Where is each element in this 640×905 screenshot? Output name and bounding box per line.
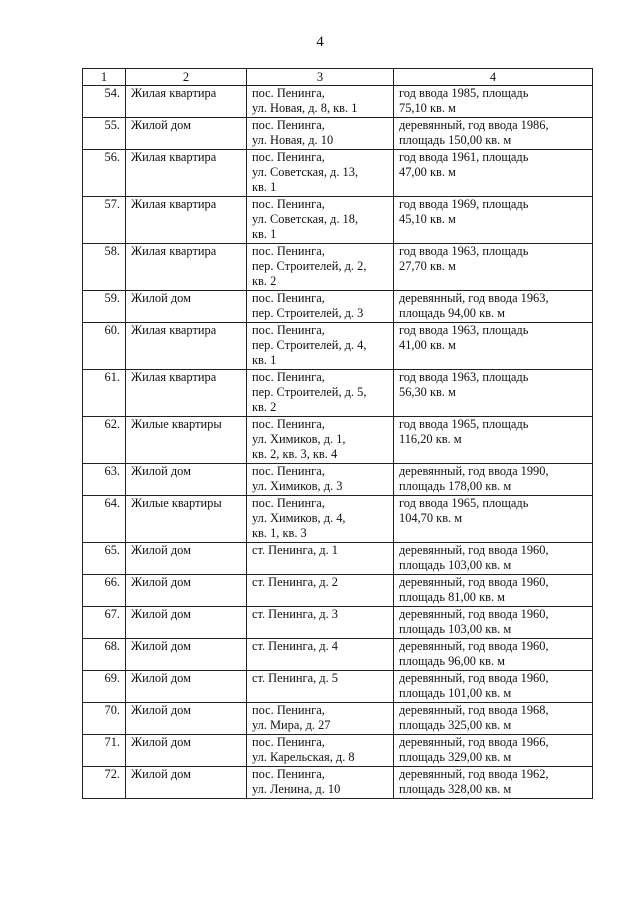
property-address: [247, 639, 394, 671]
property-address: [247, 735, 394, 767]
address-line: кв. 1: [252, 353, 277, 367]
table-row: [83, 735, 593, 767]
property-type: Жилой дом: [126, 735, 247, 767]
address-line: ул. Советская, д. 18,: [252, 212, 359, 226]
address-line: ст. Пенинга, д. 4: [252, 639, 338, 653]
table-row: [83, 543, 593, 575]
address-line: кв. 1: [252, 180, 277, 194]
property-details: [394, 244, 593, 291]
details-line: деревянный, год ввода 1986,: [399, 118, 549, 132]
row-number: 55.: [83, 118, 126, 150]
property-type: Жилая квартира: [126, 244, 247, 291]
property-type: Жилая квартира: [126, 197, 247, 244]
row-number: 65.: [83, 543, 126, 575]
property-type: Жилой дом: [126, 703, 247, 735]
table-header-row: [83, 69, 593, 86]
property-address: [247, 197, 394, 244]
table-row: [83, 370, 593, 417]
property-details: [394, 370, 593, 417]
property-type: Жилой дом: [126, 291, 247, 323]
address-line: ул. Новая, д. 8, кв. 1: [252, 101, 358, 115]
details-line: 27,70 кв. м: [399, 259, 456, 273]
header-col-3: 3: [247, 69, 394, 86]
property-address: [247, 291, 394, 323]
row-number: 64.: [83, 496, 126, 543]
details-line: площадь 150,00 кв. м: [399, 133, 512, 147]
property-address: [247, 607, 394, 639]
row-number: 67.: [83, 607, 126, 639]
address-line: ст. Пенинга, д. 2: [252, 575, 338, 589]
property-type: Жилые квартиры: [126, 496, 247, 543]
address-line: пос. Пенинга,: [252, 244, 325, 258]
details-line: деревянный, год ввода 1962,: [399, 767, 549, 781]
details-line: площадь 178,00 кв. м: [399, 479, 512, 493]
property-address: [247, 150, 394, 197]
property-details: [394, 575, 593, 607]
property-type: Жилые квартиры: [126, 417, 247, 464]
address-line: пос. Пенинга,: [252, 417, 325, 431]
property-type: Жилой дом: [126, 118, 247, 150]
address-line: пер. Строителей, д. 2,: [252, 259, 367, 273]
property-type: Жилой дом: [126, 464, 247, 496]
property-address: [247, 703, 394, 735]
property-address: [247, 417, 394, 464]
details-line: 104,70 кв. м: [399, 511, 463, 525]
property-type: Жилая квартира: [126, 323, 247, 370]
details-line: площадь 101,00 кв. м: [399, 686, 512, 700]
table-row: [83, 767, 593, 799]
property-type: Жилой дом: [126, 671, 247, 703]
property-details: [394, 118, 593, 150]
table-row: [83, 703, 593, 735]
property-address: [247, 370, 394, 417]
address-line: ст. Пенинга, д. 5: [252, 671, 338, 685]
details-line: год ввода 1965, площадь: [399, 417, 529, 431]
property-details: [394, 197, 593, 244]
property-type: Жилая квартира: [126, 150, 247, 197]
address-line: пос. Пенинга,: [252, 370, 325, 384]
row-number: 57.: [83, 197, 126, 244]
details-line: площадь 94,00 кв. м: [399, 306, 505, 320]
row-number: 71.: [83, 735, 126, 767]
table-row: [83, 86, 593, 118]
property-details: [394, 291, 593, 323]
address-line: ул. Новая, д. 10: [252, 133, 334, 147]
address-line: пос. Пенинга,: [252, 767, 325, 781]
table-row: [83, 575, 593, 607]
header-col-4: 4: [394, 69, 593, 86]
table-row: [83, 671, 593, 703]
property-details: [394, 607, 593, 639]
property-details: [394, 150, 593, 197]
details-line: площадь 103,00 кв. м: [399, 558, 512, 572]
table-row: [83, 150, 593, 197]
table-row: [83, 464, 593, 496]
address-line: кв. 1, кв. 3: [252, 526, 307, 540]
header-col-1: 1: [83, 69, 126, 86]
details-line: 75,10 кв. м: [399, 101, 456, 115]
row-number: 69.: [83, 671, 126, 703]
table-row: [83, 639, 593, 671]
details-line: деревянный, год ввода 1960,: [399, 671, 549, 685]
details-line: год ввода 1963, площадь: [399, 323, 529, 337]
property-address: [247, 464, 394, 496]
address-line: кв. 2: [252, 400, 277, 414]
address-line: ст. Пенинга, д. 1: [252, 543, 338, 557]
address-line: ул. Советская, д. 13,: [252, 165, 359, 179]
address-line: ул. Химиков, д. 4,: [252, 511, 346, 525]
property-details: [394, 767, 593, 799]
address-line: пер. Строителей, д. 5,: [252, 385, 367, 399]
property-details: [394, 417, 593, 464]
details-line: площадь 96,00 кв. м: [399, 654, 505, 668]
header-col-2: 2: [126, 69, 247, 86]
row-number: 62.: [83, 417, 126, 464]
property-details: [394, 86, 593, 118]
address-line: пос. Пенинга,: [252, 323, 325, 337]
address-line: пос. Пенинга,: [252, 150, 325, 164]
table-row: [83, 607, 593, 639]
details-line: год ввода 1969, площадь: [399, 197, 529, 211]
details-line: площадь 103,00 кв. м: [399, 622, 512, 636]
table-body: [83, 86, 593, 799]
address-line: кв. 2: [252, 274, 277, 288]
property-address: [247, 496, 394, 543]
row-number: 56.: [83, 150, 126, 197]
address-line: ул. Карельская, д. 8: [252, 750, 355, 764]
details-line: деревянный, год ввода 1960,: [399, 543, 549, 557]
details-line: площадь 329,00 кв. м: [399, 750, 512, 764]
table-row: [83, 197, 593, 244]
address-line: пос. Пенинга,: [252, 496, 325, 510]
details-line: год ввода 1985, площадь: [399, 86, 529, 100]
address-line: ул. Ленина, д. 10: [252, 782, 341, 796]
details-line: год ввода 1963, площадь: [399, 244, 529, 258]
row-number: 68.: [83, 639, 126, 671]
table-row: [83, 291, 593, 323]
property-address: [247, 543, 394, 575]
details-line: год ввода 1963, площадь: [399, 370, 529, 384]
details-line: площадь 328,00 кв. м: [399, 782, 512, 796]
property-type: Жилой дом: [126, 607, 247, 639]
row-number: 70.: [83, 703, 126, 735]
property-type: Жилой дом: [126, 767, 247, 799]
property-type: Жилой дом: [126, 639, 247, 671]
details-line: год ввода 1965, площадь: [399, 496, 529, 510]
details-line: деревянный, год ввода 1966,: [399, 735, 549, 749]
row-number: 54.: [83, 86, 126, 118]
details-line: деревянный, год ввода 1960,: [399, 607, 549, 621]
details-line: 56,30 кв. м: [399, 385, 456, 399]
address-line: ст. Пенинга, д. 3: [252, 607, 338, 621]
details-line: деревянный, год ввода 1960,: [399, 639, 549, 653]
property-details: [394, 543, 593, 575]
details-line: площадь 81,00 кв. м: [399, 590, 505, 604]
details-line: деревянный, год ввода 1990,: [399, 464, 549, 478]
row-number: 58.: [83, 244, 126, 291]
table-row: [83, 323, 593, 370]
property-details: [394, 735, 593, 767]
property-address: [247, 118, 394, 150]
property-address: [247, 671, 394, 703]
address-line: пер. Строителей, д. 3: [252, 306, 364, 320]
row-number: 63.: [83, 464, 126, 496]
table-row: [83, 244, 593, 291]
details-line: год ввода 1961, площадь: [399, 150, 529, 164]
property-type: Жилая квартира: [126, 370, 247, 417]
address-line: пос. Пенинга,: [252, 197, 325, 211]
details-line: 45,10 кв. м: [399, 212, 456, 226]
row-number: 61.: [83, 370, 126, 417]
property-details: [394, 496, 593, 543]
property-address: [247, 575, 394, 607]
address-line: пос. Пенинга,: [252, 735, 325, 749]
details-line: деревянный, год ввода 1960,: [399, 575, 549, 589]
address-line: пер. Строителей, д. 4,: [252, 338, 367, 352]
details-line: 47,00 кв. м: [399, 165, 456, 179]
property-address: [247, 323, 394, 370]
property-type: Жилая квартира: [126, 86, 247, 118]
property-details: [394, 671, 593, 703]
address-line: кв. 1: [252, 227, 277, 241]
table-row: [83, 118, 593, 150]
details-line: 116,20 кв. м: [399, 432, 462, 446]
row-number: 59.: [83, 291, 126, 323]
row-number: 60.: [83, 323, 126, 370]
address-line: пос. Пенинга,: [252, 291, 325, 305]
property-details: [394, 464, 593, 496]
property-details: [394, 323, 593, 370]
details-line: площадь 325,00 кв. м: [399, 718, 512, 732]
table-row: [83, 417, 593, 464]
property-table: [82, 68, 593, 799]
address-line: кв. 2, кв. 3, кв. 4: [252, 447, 338, 461]
property-type: Жилой дом: [126, 543, 247, 575]
details-line: деревянный, год ввода 1968,: [399, 703, 549, 717]
address-line: пос. Пенинга,: [252, 703, 325, 717]
row-number: 66.: [83, 575, 126, 607]
row-number: 72.: [83, 767, 126, 799]
property-address: [247, 244, 394, 291]
details-line: 41,00 кв. м: [399, 338, 456, 352]
page-number: 4: [316, 34, 324, 50]
property-address: [247, 86, 394, 118]
table-row: [83, 496, 593, 543]
property-address: [247, 767, 394, 799]
address-line: пос. Пенинга,: [252, 464, 325, 478]
address-line: пос. Пенинга,: [252, 86, 325, 100]
details-line: деревянный, год ввода 1963,: [399, 291, 549, 305]
address-line: ул. Химиков, д. 3: [252, 479, 343, 493]
address-line: ул. Химиков, д. 1,: [252, 432, 346, 446]
property-details: [394, 703, 593, 735]
address-line: ул. Мира, д. 27: [252, 718, 331, 732]
property-type: Жилой дом: [126, 575, 247, 607]
address-line: пос. Пенинга,: [252, 118, 325, 132]
property-details: [394, 639, 593, 671]
